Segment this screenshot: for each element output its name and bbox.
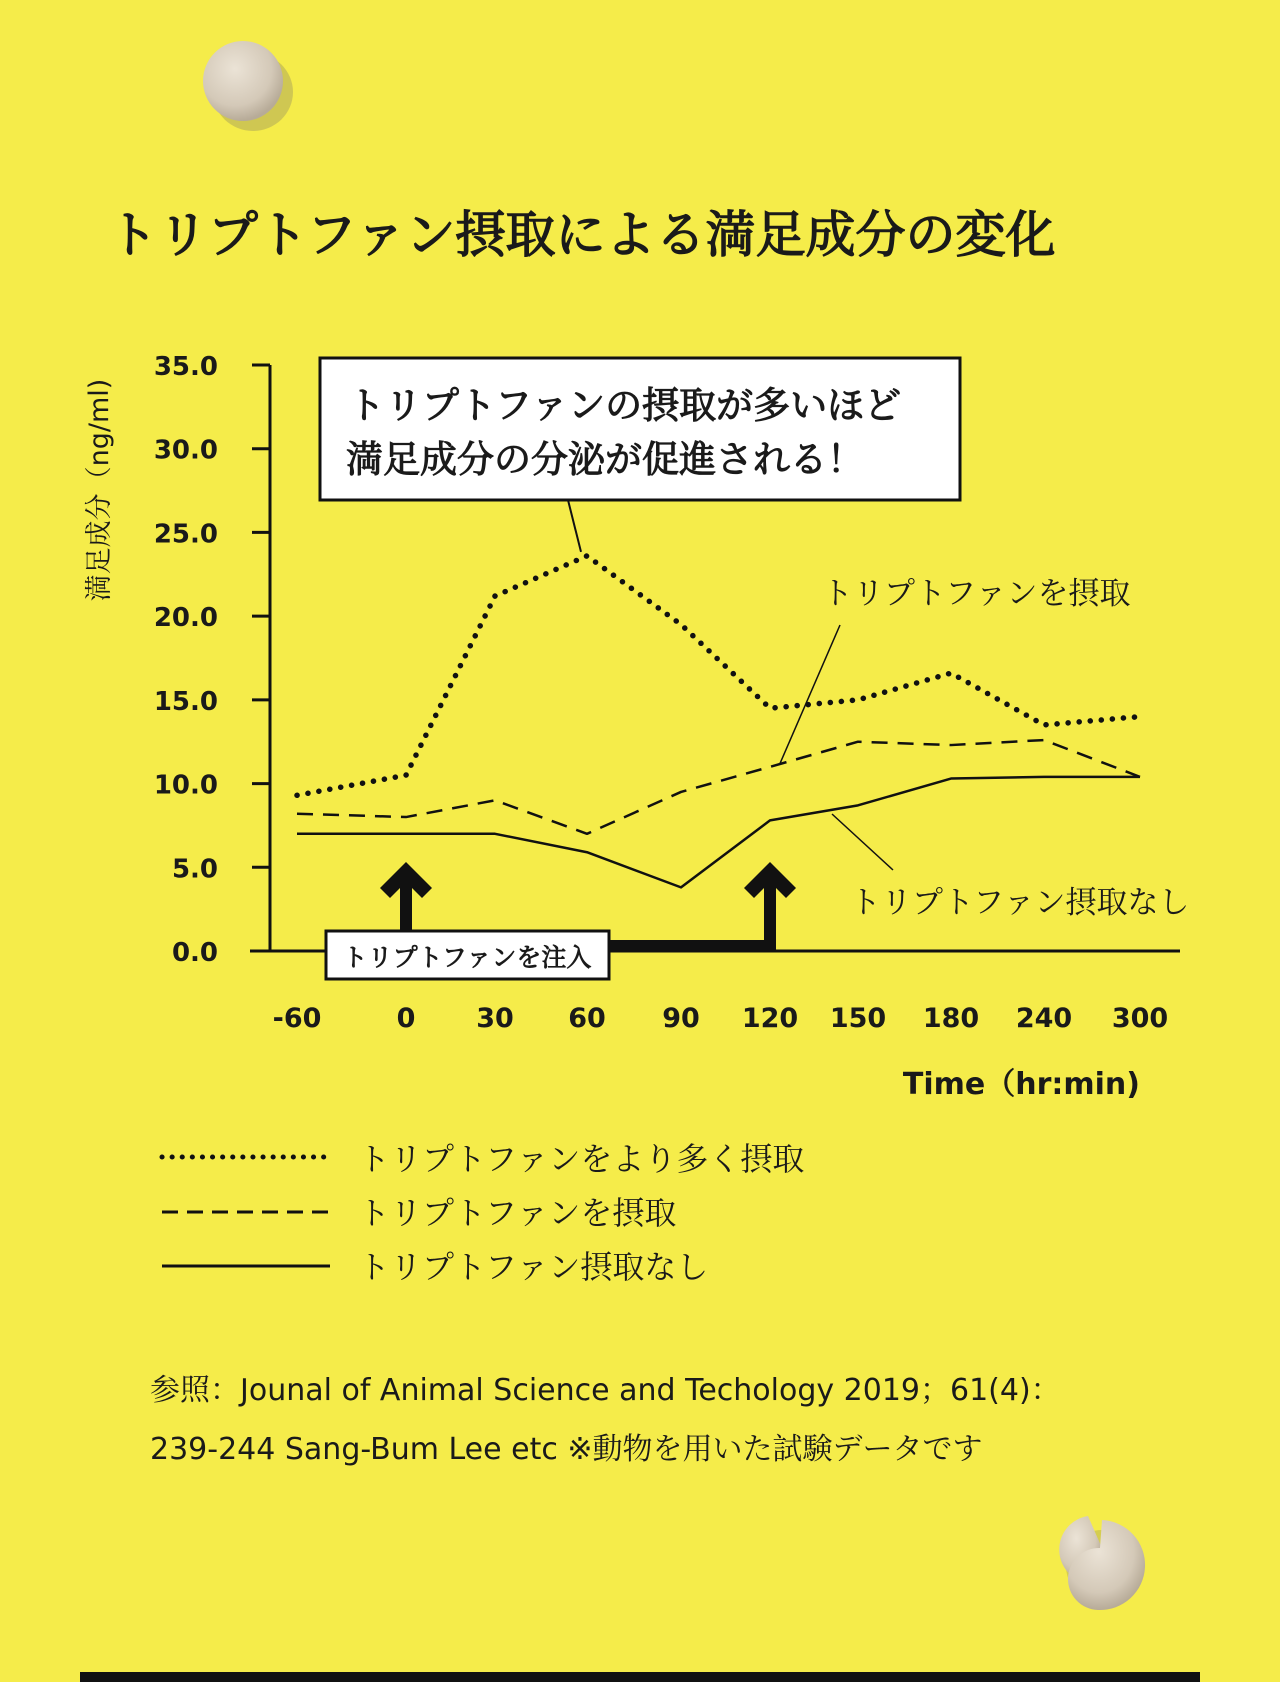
y-axis-label: 満足成分（ng/ml) — [84, 378, 115, 602]
x-tick-label: 90 — [662, 1003, 700, 1034]
legend-label-solid: トリプトファン摂取なし — [358, 1248, 709, 1286]
y-tick-label: 5.0 — [171, 854, 218, 885]
callout-line-2: 満足成分の分泌が促進される！ — [346, 438, 864, 481]
x-tick-label: 300 — [1111, 1003, 1169, 1034]
y-tick-label: 0.0 — [171, 938, 218, 968]
y-tick-label: 15.0 — [153, 686, 218, 717]
reference-line-2: 239-244 Sang-Bum Lee etc ※動物を用いた試験データです — [150, 1432, 983, 1467]
legend-label-dashed: トリプトファンを摂取 — [358, 1194, 677, 1232]
legend-label-dotted: トリプトファンをより多く摂取 — [358, 1140, 805, 1178]
series-line-solid — [297, 777, 1140, 888]
up-arrow-icon — [744, 862, 796, 951]
y-tick-label: 25.0 — [153, 519, 218, 550]
y-tick-label: 10.0 — [153, 770, 218, 801]
x-tick-label: 60 — [568, 1003, 606, 1034]
solid-series-label: トリプトファン摂取なし — [850, 885, 1190, 921]
callout-box — [320, 358, 960, 552]
bottom-bar — [80, 1672, 1200, 1682]
callout-leader-line — [568, 500, 581, 552]
legend — [162, 1140, 804, 1286]
injection-label-box — [326, 931, 609, 979]
dashed-label-leader — [780, 625, 840, 763]
split-tablet-image — [1059, 1516, 1145, 1610]
x-tick-label: 120 — [741, 1003, 799, 1034]
y-tick-label: 35.0 — [153, 352, 218, 382]
x-tick-label: 240 — [1015, 1003, 1073, 1034]
callout-line-1: トリプトファンの摂取が多いほど — [348, 384, 902, 427]
y-tick-label: 20.0 — [153, 603, 218, 634]
series-line-dashed — [297, 740, 1140, 834]
dashed-series-label: トリプトファンを摂取 — [822, 576, 1131, 612]
solid-label-leader — [832, 814, 893, 870]
x-tick-label: 180 — [922, 1003, 980, 1034]
x-tick-label: 150 — [829, 1003, 887, 1034]
x-tick-label: 0 — [396, 1003, 416, 1034]
x-tick-label: 30 — [476, 1003, 514, 1034]
injection-label: トリプトファンを注入 — [342, 943, 592, 972]
reference-line-1: 参照：Jounal of Animal Science and Techology 2019；61(4)： — [150, 1373, 1061, 1408]
x-axis-label: Time（hr:min) — [902, 1067, 1140, 1102]
x-tick-label: -60 — [272, 1003, 322, 1034]
chart-title: トリプトファン摂取による満足成分の変化 — [108, 206, 1056, 264]
tablet-pill-image — [203, 41, 293, 131]
y-tick-label: 30.0 — [153, 435, 218, 466]
